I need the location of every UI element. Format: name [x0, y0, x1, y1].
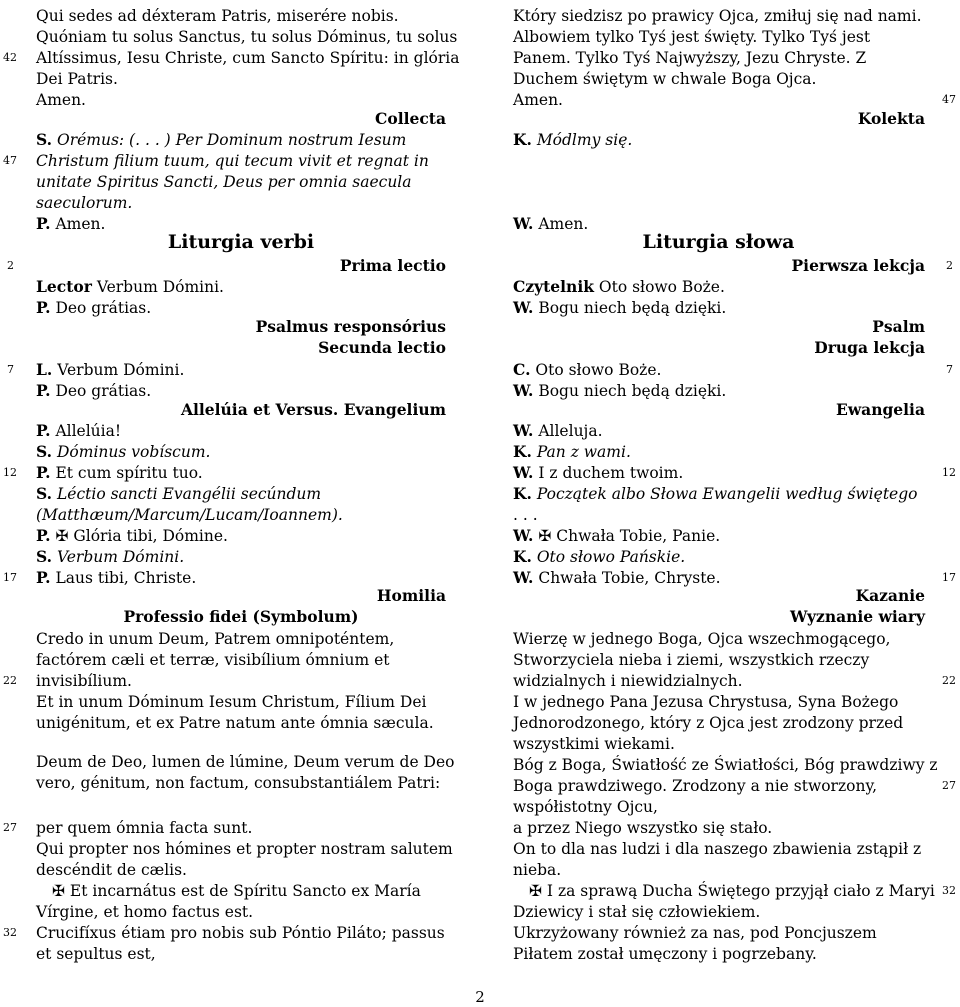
speaker-mark: C.	[513, 360, 531, 379]
text-line: (Matthæum/Marcum/Lucam/Ioannem).	[36, 506, 343, 524]
speaker-mark: P.	[36, 463, 51, 482]
text-line: P. Et cum spíritu tuo.	[36, 463, 203, 482]
line-number: 12	[3, 466, 17, 479]
line-number: 17	[942, 571, 956, 584]
line-number: 47	[3, 154, 17, 167]
text-line: invisibílium.	[36, 672, 132, 690]
line-number: 27	[942, 779, 956, 792]
text-line: et sepultus est,	[36, 945, 156, 963]
line-number: 22	[942, 674, 956, 687]
text-line: ✠ Et incarnátus est de Spíritu Sancto ex María	[52, 882, 421, 900]
speaker-mark: S.	[36, 547, 53, 566]
text-line: Czytelnik Oto słowo Boże.	[513, 277, 725, 296]
text-line: Crucifíxus étiam pro nobis sub Póntio Piláto; passus	[36, 924, 445, 942]
text-line: I w jednego Pana Jezusa Chrystusa, Syna Bożego	[513, 693, 899, 711]
text-line: Stworzyciela nieba i ziemi, wszystkich rzeczy	[513, 651, 870, 669]
text-line: Qui sedes ad déxteram Patris, miserére nobis.	[36, 7, 399, 25]
text-line: unigénitum, et ex Patre natum ante ómnia sæcula.	[36, 714, 434, 732]
text-line: vero, génitum, non factum, consubstantiálem Patri:	[36, 774, 441, 792]
section-heading: Psalmus responsórius	[255, 317, 446, 336]
text-line: W. Alleluja.	[513, 421, 603, 440]
section-heading: Professio fidei (Symbolum)	[123, 607, 359, 626]
speaker-mark: W.	[513, 298, 534, 317]
text-line: widzialnych i niewidzialnych.	[513, 672, 743, 690]
text-line: Vírgine, et homo factus est.	[36, 903, 254, 921]
speaker-mark: P.	[36, 526, 51, 545]
text-line: Piłatem został umęczony i pogrzebany.	[513, 945, 817, 963]
text-line: Lector Verbum Dómini.	[36, 277, 224, 296]
text-line: W. Bogu niech będą dzięki.	[513, 381, 727, 400]
text-line: K. Oto słowo Pańskie.	[513, 547, 686, 566]
text-line: W. Chwała Tobie, Chryste.	[513, 568, 721, 587]
speaker-mark: W.	[513, 568, 534, 587]
line-number: 32	[3, 926, 17, 939]
text-line: Dziewicy i stał się człowiekiem.	[513, 903, 761, 921]
speaker-mark: W.	[513, 526, 534, 545]
text-line: K. Początek albo Słowa Ewangelii według świętego	[513, 484, 918, 503]
speaker-mark: P.	[36, 421, 51, 440]
section-heading: Psalm	[872, 317, 925, 336]
section-heading: Ewangelia	[836, 400, 925, 419]
speaker-mark: S.	[36, 484, 53, 503]
text-line: unitate Spiritus Sancti, Deus per omnia saecula	[36, 173, 412, 191]
text-line: saeculorum.	[36, 194, 133, 212]
text-line: Deum de Deo, lumen de lúmine, Deum verum de Deo	[36, 753, 455, 771]
text-line: a przez Niego wszystko się stało.	[513, 819, 773, 837]
section-title: Liturgia verbi	[167, 231, 315, 253]
section-heading: Secunda lectio	[318, 338, 446, 357]
text-line: Amen.	[36, 91, 86, 109]
page-number: 2	[475, 988, 485, 1006]
text-line: Wierzę w jednego Boga, Ojca wszechmogącego,	[513, 630, 891, 648]
text-line: . . .	[513, 506, 538, 524]
text-line: P. Deo grátias.	[36, 381, 152, 400]
text-line: Albowiem tylko Tyś jest święty. Tylko Tyś jest	[513, 28, 871, 46]
text-line: P. Allelúia!	[36, 421, 122, 440]
text-line: Ukrzyżowany również za nas, pod Poncjuszem	[513, 924, 877, 942]
text-line: Duchem świętym w chwale Boga Ojca.	[513, 70, 817, 88]
text-line: Amen.	[513, 91, 563, 109]
text-line: W. Bogu niech będą dzięki.	[513, 298, 727, 317]
text-line: Jednorodzonego, który z Ojca jest zrodzony przed	[513, 714, 904, 732]
section-heading: Pierwsza lekcja	[791, 256, 925, 275]
text-line: S. Léctio sancti Evangélii secúndum	[36, 484, 322, 503]
text-line: W. ✠ Chwała Tobie, Panie.	[513, 526, 721, 545]
text-line: Qui propter nos hómines et propter nostram salutem	[36, 840, 453, 858]
line-number: 32	[942, 884, 956, 897]
text-line: Który siedzisz po prawicy Ojca, zmiłuj się nad nami.	[513, 7, 922, 25]
line-number: 2	[7, 259, 14, 272]
text-line: P. Deo grátias.	[36, 298, 152, 317]
speaker-mark: K.	[513, 484, 532, 503]
speaker-mark: P.	[36, 568, 51, 587]
text-line: Dei Patris.	[36, 70, 118, 88]
text-line: Quóniam tu solus Sanctus, tu solus Dóminus, tu solus	[36, 28, 458, 46]
speaker-mark: P.	[36, 214, 51, 233]
text-line: P. ✠ Glória tibi, Dómine.	[36, 526, 228, 545]
text-line: P. Laus tibi, Christe.	[36, 568, 197, 587]
speaker-mark: L.	[36, 360, 53, 379]
text-line: Christum filium tuum, qui tecum vivit et regnat in	[36, 152, 429, 170]
text-line: ✠ I za sprawą Ducha Świętego przyjął ciało z Maryi	[529, 882, 935, 900]
text-line: K. Módlmy się.	[513, 130, 633, 149]
text-line	[36, 130, 406, 150]
speaker-mark: S.	[36, 442, 53, 461]
section-heading: Prima lectio	[339, 256, 446, 275]
speaker-mark: K.	[513, 130, 532, 149]
speaker-mark: S.	[36, 130, 53, 149]
speaker-mark: K.	[513, 547, 532, 566]
speaker-mark: W.	[513, 214, 534, 233]
text-line: K. Pan z wami.	[513, 442, 631, 461]
text-line: S. Verbum Dómini.	[36, 547, 185, 566]
line-number: 42	[3, 51, 17, 64]
text-line: L. Verbum Dómini.	[36, 360, 185, 379]
text-line: Panem. Tylko Tyś Najwyższy, Jezu Chryste. Z	[513, 49, 867, 67]
text-line: C. Oto słowo Boże.	[513, 360, 662, 379]
text-line: Et in unum Dóminum Iesum Christum, Fílium Dei	[36, 693, 427, 711]
text-line: współistotny Ojcu,	[513, 798, 658, 816]
speaker-mark: K.	[513, 442, 532, 461]
line-number: 17	[3, 571, 17, 584]
speaker-mark: W.	[513, 463, 534, 482]
text-line: W. I z duchem twoim.	[513, 463, 684, 482]
line-number: 22	[3, 674, 17, 687]
section-heading: Kolekta	[857, 109, 925, 128]
text-line: S. Dóminus vobíscum.	[36, 442, 211, 461]
section-heading: Kazanie	[855, 586, 925, 605]
line-number: 7	[946, 363, 953, 376]
text-line: On to dla nas ludzi i dla naszego zbawienia zstąpił z	[513, 840, 922, 858]
line-number: 12	[942, 466, 956, 479]
text-line: P. Amen.	[36, 214, 106, 233]
speaker-mark: P.	[36, 381, 51, 400]
section-heading: Collecta	[375, 109, 446, 128]
line-number: 7	[7, 363, 14, 376]
speaker-mark: P.	[36, 298, 51, 317]
speaker-mark: W.	[513, 381, 534, 400]
section-heading: Allelúia et Versus. Evangelium	[180, 400, 446, 419]
section-heading: Homilia	[376, 586, 446, 605]
rubric-text: Orémus: (. . . ) Per Dominum nostrum Iesum	[56, 131, 407, 149]
section-heading: Wyznanie wiary	[789, 607, 925, 626]
text-line: per quem ómnia facta sunt.	[36, 819, 253, 837]
text-line: nieba.	[513, 861, 562, 879]
speaker-mark: Lector	[36, 277, 92, 296]
text-line: descéndit de cælis.	[36, 861, 187, 879]
section-title: Liturgia słowa	[642, 231, 795, 253]
text-line: W. Amen.	[513, 214, 589, 233]
line-number: 27	[3, 821, 17, 834]
line-number: 2	[946, 259, 953, 272]
line-number: 47	[942, 93, 956, 106]
section-heading: Druga lekcja	[814, 338, 925, 357]
speaker-mark: Czytelnik	[513, 277, 594, 296]
speaker-mark: W.	[513, 421, 534, 440]
text-line: wszystkimi wiekami.	[513, 735, 675, 753]
text-line: Boga prawdziwego. Zrodzony a nie stworzony,	[513, 777, 878, 795]
text-line: factórem cæli et terræ, visibílium ómnium et	[36, 651, 390, 669]
text-line: Altíssimus, Iesu Christe, cum Sancto Spíritu: in glória	[36, 49, 460, 67]
text-line: Credo in unum Deum, Patrem omnipoténtem,	[36, 630, 395, 648]
text-line: Bóg z Boga, Światłość ze Światłości, Bóg prawdziwy z	[513, 756, 938, 774]
